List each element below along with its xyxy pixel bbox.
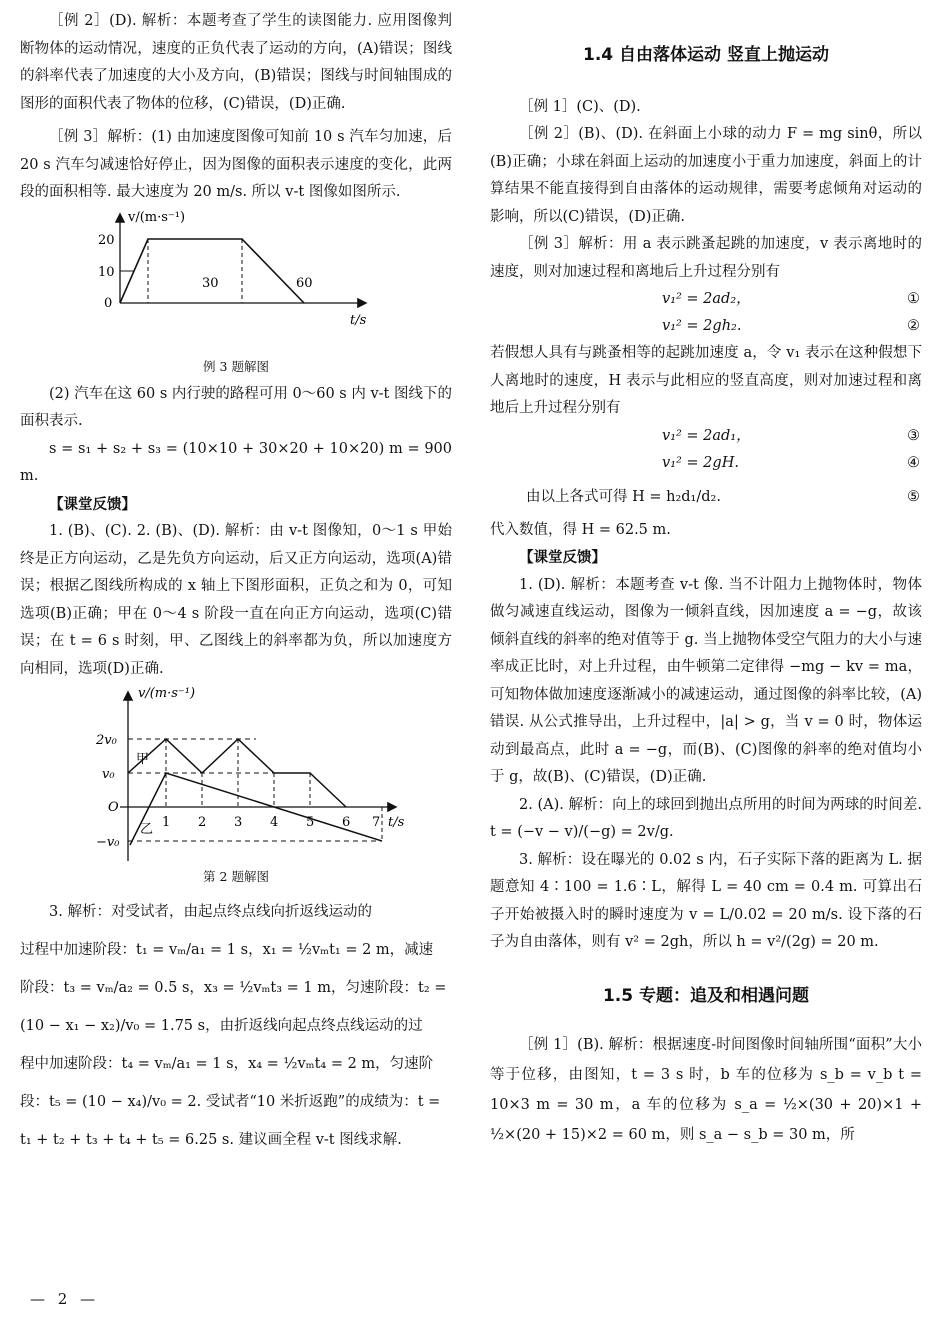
- r-1-5-example-1: ［例 1］(B). 解析：根据速度-时间图像时间轴所围“面积”大小等于位移，由图知，t = 3 s 时，b 车的位移为 s_b = v_b t = 10×3 m = 30 m，a 车的位移为 s_a = ½×(30 + 20)×1 + ½×(20 + 15)×2 = 60 m，则 s_a − s_b = 30 m，所: [490, 1037, 922, 1143]
- x-tick-6: 6: [342, 815, 351, 830]
- equation-4: [490, 450, 922, 477]
- equation-5: [490, 477, 922, 517]
- x-tick-3: 3: [234, 815, 243, 830]
- r-feedback-3: 3. 解析：设在曝光的 0.02 s 内，石子实际下落的距离为 L. 据题意知 4∶100 = 1.6∶L，解得 L = 40 cm = 0.4 m. 可算出石子开始被摄入时的瞬时速度为 v = L/0.02 = 20 m/s. 设下落的石子为自由落体，则有 v² = 2gh，所以 h = v²/(2g) = 20 m.: [490, 851, 922, 950]
- line-yi: [130, 773, 382, 845]
- r-example-2: ［例 2］(B)、(D). 在斜面上小球的动力 F = mg sinθ，所以(B)正确；小球在斜面上运动的加速度小于重力加速度，斜面上的计算结果不能直接得到自由落体的运动规律，需要考虑倾角对运动的影响，所以(C)错误，(D)正确.: [490, 126, 922, 225]
- y-tick-v0: v₀: [102, 767, 115, 782]
- r-example-3: ［例 3］解析：用 a 表示跳蚤起跳的加速度，v 表示离地时的速度，则对加速过程和离地后上升过程分别有: [490, 236, 922, 280]
- x-tick-60: 60: [296, 275, 313, 291]
- feedback-1-2: 1. (B)、(C). 2. (B)、(D). 解析：由 v-t 图像知，0～1 s 甲始终是正方向运动，乙是先负方向运动，后又正方向运动，选项(A)错误；根据乙图线所构成的 x 轴上下图形面积，正负之和为 0，可知选项(B)正确；甲在 0～4 s 阶段一直在向正方向运动，选项(C)错误；在 t = 6 s 时刻，甲、乙图线上的斜率都为负，所以加速度方向相同，选项(D)正确.: [20, 523, 452, 677]
- eq1-number: ①: [907, 291, 920, 307]
- vt-graph-q2: [20, 683, 452, 865]
- r-feedback-2: 2. (A). 解析：向上的球回到抛出点所用的时间为两球的时间差. t = (−v − v)/(−g) = 2v/g.: [490, 796, 922, 840]
- right-column: [490, 8, 922, 1150]
- x-tick-5: 5: [306, 815, 315, 830]
- q3-line-4: (10 − x₁ − x₂)/v₀ = 1.75 s，由折返线向起点终点线运动的过: [20, 1018, 423, 1034]
- x-tick-30: 30: [202, 275, 219, 291]
- figure-2-caption: 第 2 题解图: [203, 869, 269, 884]
- eq2-number: ②: [907, 318, 920, 334]
- y-tick-neg-v0: −v₀: [96, 835, 120, 850]
- q3-line-7: t₁ + t₂ + t₃ + t₄ + t₅ = 6.25 s. 建议画全程 v-t 图线求解.: [20, 1132, 402, 1148]
- eq5-number: ⑤: [907, 488, 920, 505]
- x-tick-1: 1: [162, 815, 171, 830]
- example-2-answer: ［例 2］(D). 解析：本题考查了学生的读图能力. 应用图像判断物体的运动情况，速度的正负代表了运动的方向，(A)错误；图线的斜率代表了加速度的大小及方向，(B)错误；图线与时间轴围成的图形的面积代表了物体的位移，(C)错误，(D)正确.: [20, 13, 452, 112]
- section-1-4-title: 1.4 自由落体运动 竖直上抛运动: [583, 45, 829, 65]
- eq5-text: 由以上各式可得 H = h₂d₁/d₂.: [526, 488, 721, 505]
- q3-line-2: 过程中加速阶段：t₁ = vₘ/a₁ = 1 s，x₁ = ½vₘt₁ = 2 m，减速: [20, 942, 434, 958]
- q3-line-3: 阶段：t₃ = vₘ/a₂ = 0.5 s，x₃ = ½vₘt₃ = 1 m，匀速阶段：t₂ =: [20, 980, 447, 996]
- eq2-text: v₁² = 2gh₂.: [662, 318, 742, 334]
- x-tick-2: 2: [198, 815, 207, 830]
- label-jia: 甲: [136, 752, 150, 767]
- y-axis-label: v/(m·s⁻¹): [128, 209, 186, 225]
- y-tick-2v0: 2v₀: [96, 733, 117, 748]
- r-example-3-result: 代入数值，得 H = 62.5 m.: [490, 521, 671, 538]
- figure-1-caption: 例 3 题解图: [203, 358, 269, 374]
- x-axis-label: t/s: [350, 312, 367, 328]
- r-feedback-heading: 【课堂反馈】: [519, 549, 606, 566]
- x-tick-4: 4: [270, 815, 279, 830]
- label-yi: 乙: [140, 822, 154, 837]
- q3-line-5: 程中加速阶段：t₄ = vₘ/a₁ = 1 s，x₄ = ½vₘt₄ = 2 m，匀速阶: [20, 1056, 434, 1072]
- question-2-figure: [20, 683, 452, 865]
- q3-line-6: 段：t₅ = (10 − x₄)/v₀ = 2. 受试者“10 米折返跑”的成绩为：t =: [20, 1094, 441, 1110]
- y-tick-20: 20: [98, 232, 115, 248]
- feedback-heading: 【课堂反馈】: [49, 495, 136, 513]
- vt-graph-ex3: [20, 207, 452, 355]
- example-3-figure: [20, 207, 452, 355]
- example-3-formula: s = s₁ + s₂ + s₃ = (10×10 + 30×20 + 10×20) m = 900 m.: [20, 440, 452, 484]
- r-example-1: ［例 1］(C)、(D).: [519, 98, 641, 115]
- question-3-block: [20, 893, 452, 1159]
- section-1-5-title: 1.5 专题：追及和相遇问题: [602, 985, 810, 1006]
- equation-2: [490, 313, 922, 340]
- x-tick-7: 7: [372, 815, 381, 830]
- x-axis-label-2: t/s: [388, 815, 405, 830]
- r-example-3-part2: 若假想人具有与跳蚤相等的起跳加速度 a，令 v₁ 表示在这种假想下人离地时的速度，H 表示与此相应的竖直高度，则对加速过程和离地后上升过程分别有: [490, 345, 922, 416]
- y-tick-0: 0: [104, 295, 113, 311]
- eq4-text: v₁² = 2gH.: [662, 454, 739, 471]
- origin-label: O: [108, 800, 119, 815]
- eq3-number: ③: [907, 427, 920, 444]
- eq4-number: ④: [907, 454, 920, 471]
- eq3-text: v₁² = 2ad₁，: [662, 427, 751, 444]
- equation-3: [490, 423, 922, 450]
- r-feedback-1: 1. (D). 解析：本题考查 v-t 像. 当不计阻力上抛物体时，物体做匀减速直线运动，图像为一倾斜直线，因加速度 a = −g，故该倾斜直线的斜率的绝对值等于 g. 当上抛物体受空气阻力的大小与速率成正比时，对上升过程，由牛顿第二定律得 −mg − kv = ma，可知物体做加速度逐渐减小的减速运动，通过图像的斜率比较，(A)错误. 从公式推导出，上升过程中，|a| > g，当 v = 0 时，物体运动到最高点，此时 a = −g，而(B)、(C)图像的斜率的绝对值均小于 g，故(B)、(C)错误，(D)正确.: [490, 576, 922, 785]
- example-3-part2: (2) 汽车在这 60 s 内行驶的路程可用 0～60 s 内 v-t 图线下的面积表示.: [20, 385, 452, 429]
- example-3-answer: ［例 3］解析：(1) 由加速度图像可知前 10 s 汽车匀加速，后 20 s 汽车匀减速恰好停止，因为图像的面积表示速度的变化，此两段的面积相等. 最大速度为 20 m/s. 所以 v-t 图像如图所示.: [20, 129, 452, 200]
- eq1-text: v₁² = 2ad₂，: [662, 291, 751, 307]
- y-tick-10: 10: [98, 264, 115, 280]
- q3-line-1: 3. 解析：对受试者，由起点终点线向折返线运动的: [49, 904, 372, 920]
- left-column: [20, 8, 452, 1159]
- y-axis-label-2: v/(m·s⁻¹): [138, 686, 196, 701]
- page-number: — 2 —: [30, 1290, 100, 1308]
- equation-1: [490, 286, 922, 313]
